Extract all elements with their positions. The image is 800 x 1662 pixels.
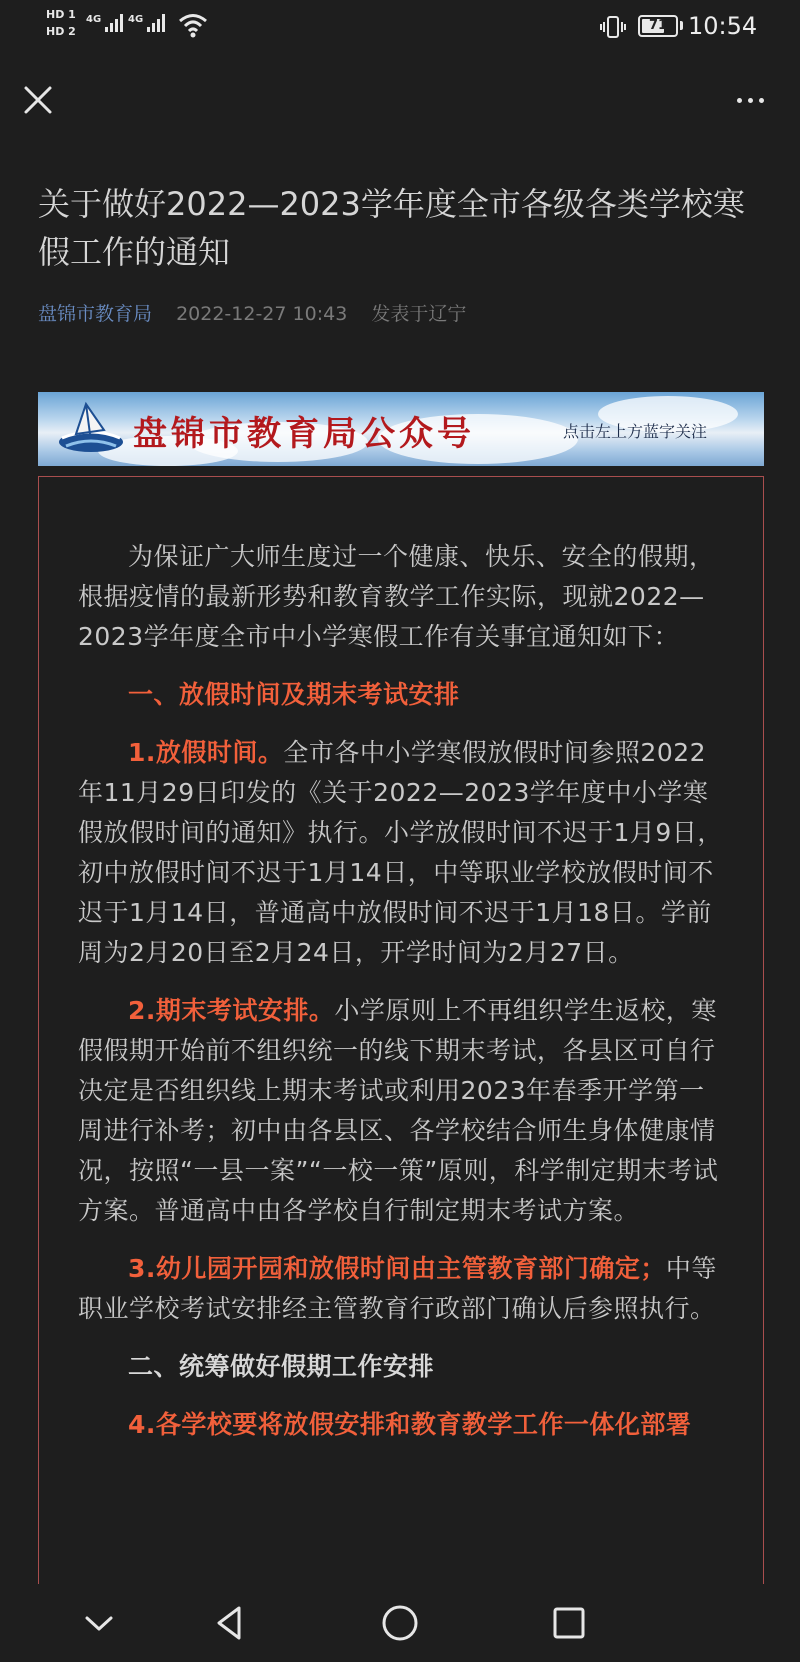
clock: 10:54 [688,12,758,40]
publish-location: 发表于辽宁 [371,303,467,325]
more-icon [737,98,742,103]
signal-2-icon [128,14,165,32]
signal-1-icon [86,14,123,32]
system-nav-bar [0,1584,800,1662]
item3-paragraph [78,1249,726,1329]
sim2-label: 4G [128,14,144,25]
article-content-box [38,476,764,1662]
close-icon [18,80,58,120]
back-button[interactable] [205,1598,255,1648]
back-triangle-icon [205,1598,255,1648]
account-banner-image[interactable] [38,392,764,466]
item4-paragraph [78,1405,726,1445]
item1-label: 1.放假时间。 [128,738,284,767]
item1-paragraph [78,733,726,973]
battery-icon [638,15,678,37]
hd-indicators [46,6,82,40]
intro-paragraph: 为保证广大师生度过一个健康、快乐、安全的假期，根据疫情的最新形势和教育教学工作实际，现就2022—2023学年度全市中小学寒假工作有关事宜通知如下： [78,542,715,651]
item3-text: 中等职业学校考试安排经主管教育行政部门确认后参照执行。 [78,1254,717,1323]
more-options-button[interactable] [724,84,776,116]
section1-heading: 一、放假时间及期末考试安排 [128,680,460,709]
author-link[interactable]: 盘锦市教育局 [38,303,153,325]
item4-partial: 4.各学校要将放假安排和教育教学工作一体化部署 [128,1410,692,1439]
recents-button[interactable] [544,1598,594,1648]
hd2-label: HD 2 [46,25,76,38]
battery-tip [680,21,683,30]
sim1-label: 4G [86,14,102,25]
article-body [78,537,726,1463]
section2-heading: 二、统筹做好假期工作安排 [128,1352,435,1381]
item2-paragraph [78,991,726,1231]
chevron-down-icon [74,1598,124,1648]
item3-label: 3.幼儿园开园和放假时间由主管教育部门确定； [128,1254,666,1283]
status-bar [0,0,800,56]
home-button[interactable] [375,1598,425,1648]
home-circle-icon [375,1598,425,1648]
banner-title: 盘锦市教育局公众号 [133,414,475,454]
wifi-icon [178,12,208,38]
item1-text: 全市各中小学寒假放假时间参照2022年11月29日印发的《关于2022—2023学年度中小学寒假放假时间的通知》执行。小学放假时间不迟于1月9日，初中放假时间不迟于1月14日，中等职业学校放假时间不迟于1月14日，普通高中放假时间不迟于1月18日。学前周为2月20日至2月24日，开学时间为2月27日。 [78,738,723,967]
article-title: 关于做好2022—2023学年度全市各级各类学校寒假工作的通知 [38,185,745,271]
battery-level: 71 [648,18,668,33]
education-logo-icon [56,398,126,460]
recents-square-icon [544,1598,594,1648]
vibrate-icon [600,16,626,38]
collapse-button[interactable] [74,1598,124,1648]
item2-text: 小学原则上不再组织学生返校，寒假假期开始前不组织统一的线下期末考试，各县区可自行决定是否组织线上期末考试或利用2023年春季开学第一周进行补考；初中由各县区、各学校结合师生身体健康情况，按照“一县一案”“一校一策”原则，科学制定期末考试方案。普通高中由各学校自行制定期末考试方案。 [78,996,719,1225]
item2-label: 2.期末考试安排。 [128,996,335,1025]
publish-date: 2022-12-27 10:43 [176,303,348,325]
section2-heading-paragraph [78,1347,726,1387]
article-meta [38,300,466,328]
banner-subtitle: 点击左上方蓝字关注 [563,422,708,441]
section1-heading-paragraph [78,675,726,715]
hd1-label: HD 1 [46,8,76,21]
close-button[interactable] [18,80,58,120]
